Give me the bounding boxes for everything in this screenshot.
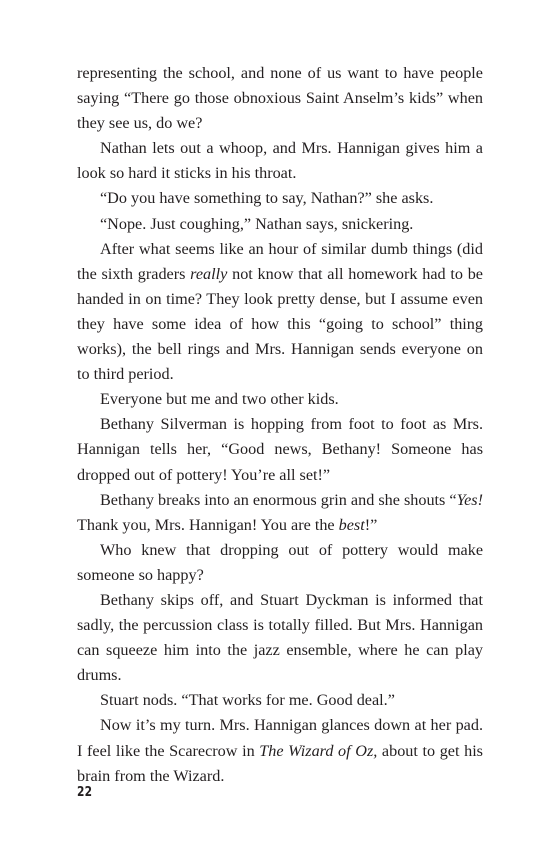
italic-text: really	[190, 264, 228, 283]
text-run: !”	[364, 515, 378, 534]
paragraph	[77, 186, 483, 211]
text-run: Now it’s my turn. Mrs. Hannigan glances down at her pad. I feel like the Scarecrow in	[77, 716, 483, 760]
paragraph	[77, 588, 483, 688]
italic-text: The Wizard of Oz,	[259, 741, 378, 760]
text-run: Who knew that dropping out of pottery would make someone so happy?	[77, 540, 483, 584]
paragraph	[77, 212, 483, 237]
paragraph	[77, 713, 483, 788]
text-run: Everyone but me and two other kids.	[100, 390, 339, 409]
text-run: After what seems like an hour of similar dumb things (did the sixth graders	[77, 239, 483, 283]
text-run: Bethany skips off, and Stuart Dyckman is informed that sadly, the percussion class is totally filled. But Mrs. Hannigan can squeeze him into the jazz ensemble, where he can play drums.	[77, 590, 483, 685]
paragraph	[77, 136, 483, 186]
paragraph	[77, 538, 483, 588]
text-run: “Nope. Just coughing,” Nathan says, snickering.	[100, 214, 414, 233]
page-number: 22	[77, 785, 93, 800]
paragraph	[77, 61, 483, 136]
text-run: “Do you have something to say, Nathan?” she asks.	[100, 189, 434, 208]
italic-text: Yes!	[456, 490, 483, 509]
paragraph	[77, 412, 483, 487]
italic-text: best	[338, 515, 365, 534]
text-run: representing the school, and none of us want to have people saying “There go those obnoxious Saint Anselm’s kids” when they see us, do we?	[77, 64, 483, 133]
paragraph	[77, 488, 483, 538]
text-run: Bethany breaks into an enormous grin and she shouts “	[100, 490, 457, 509]
text-run: Thank you, Mrs. Hannigan! You are the	[77, 515, 339, 534]
paragraph	[77, 237, 483, 388]
text-run: Stuart nods. “That works for me. Good deal.”	[100, 691, 395, 710]
body-text	[77, 61, 483, 789]
paragraph	[77, 387, 483, 412]
text-run: Nathan lets out a whoop, and Mrs. Hannigan gives him a look so hard it sticks in his throat.	[77, 139, 483, 183]
text-run: about to get his brain from the Wizard.	[77, 741, 483, 785]
text-run: not know that all homework had to be handed in on time? They look pretty dense, but I assume even they have some idea of how this “going to school” thing works), the bell rings and Mrs. Hannigan sends everyone on to third period.	[77, 264, 483, 384]
text-run: Bethany Silverman is hopping from foot to foot as Mrs. Hannigan tells her, “Good news, Bethany! Someone has dropped out of pottery! You’re all set!”	[77, 415, 483, 484]
paragraph	[77, 688, 483, 713]
